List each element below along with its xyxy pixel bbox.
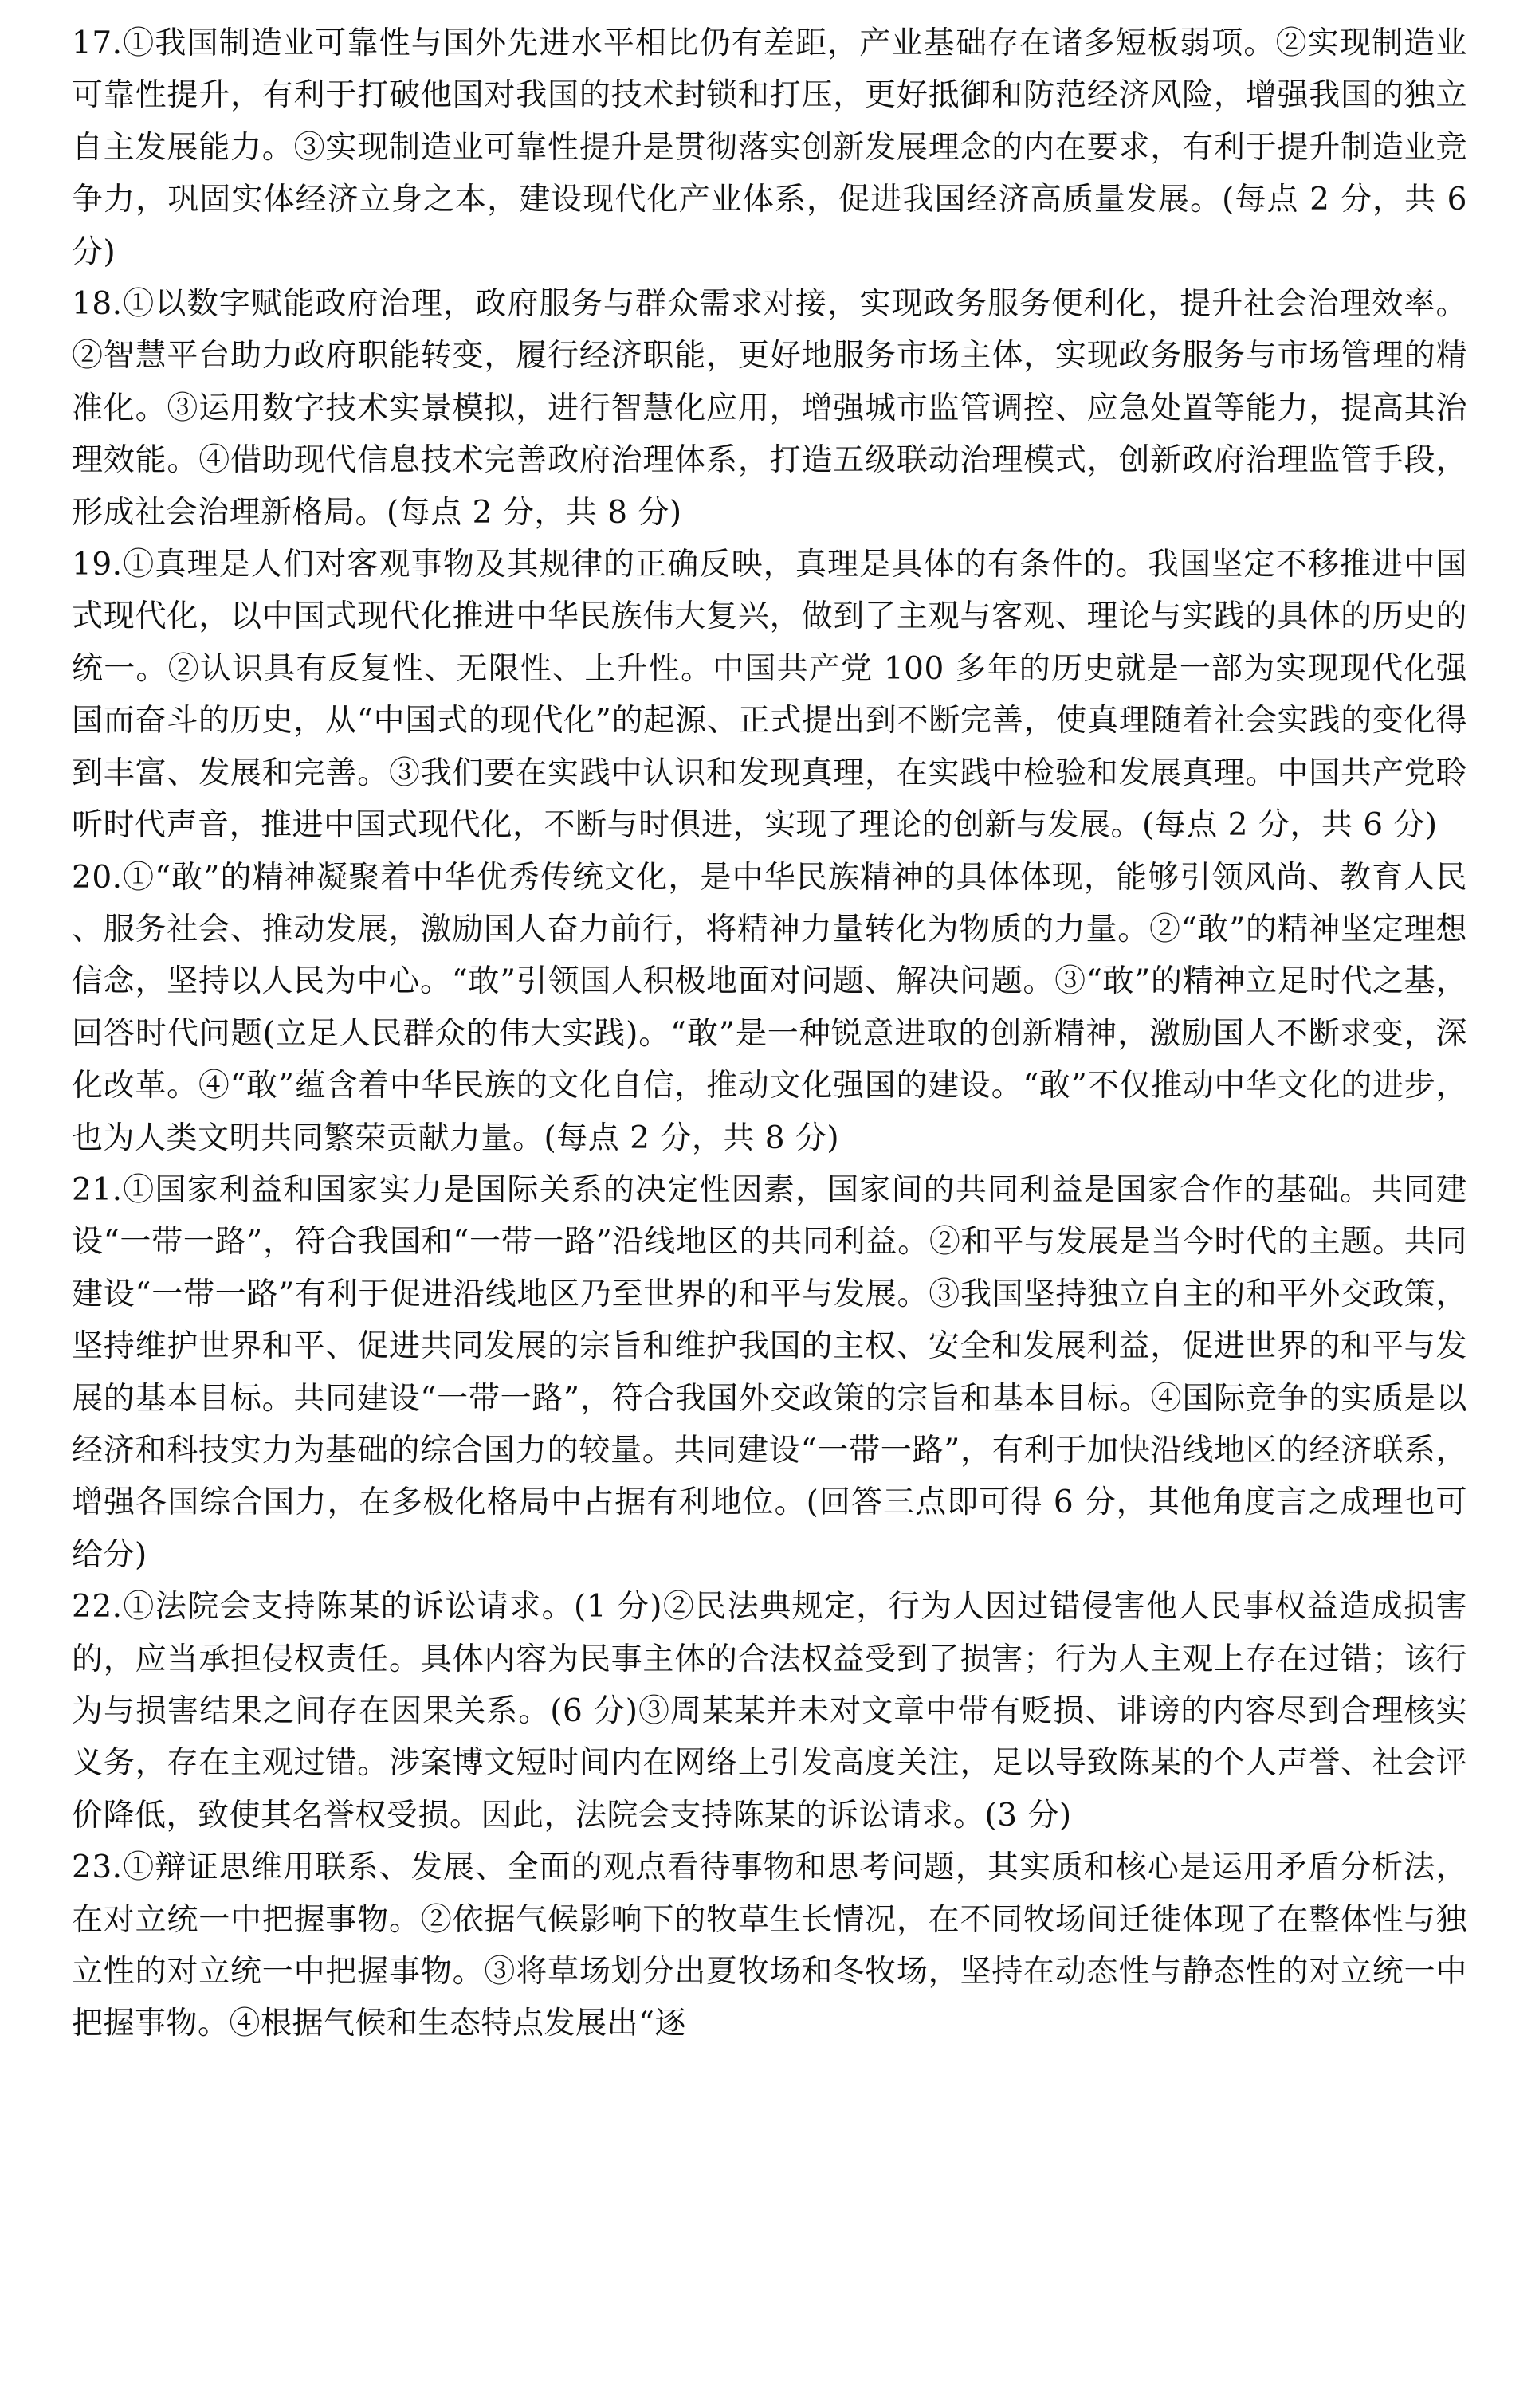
- question-number: 19.: [72, 547, 123, 583]
- question-number: 21.: [72, 1171, 123, 1208]
- answer-20: [72, 852, 1467, 1164]
- answer-text: ①我国制造业可靠性与国外先进水平相比仍有差距，产业基础存在诸多短板弱项。②实现制造业可靠性提升，有利于打破他国对我国的技术封锁和打压，更好抵御和防范经济风险，增强我国的独立自主发展能力。③实现制造业可靠性提升是贯彻落实创新发展理念的内在要求，有利于提升制造业竞争力，巩固实体经济立身之本，建设现代化产业体系，促进我国经济高质量发展。(每点 2 分，共 6 分): [72, 25, 1467, 270]
- answer-text: ①国家利益和国家实力是国际关系的决定性因素，国家间的共同利益是国家合作的基础。共同建设“一带一路”，符合我国和“一带一路”沿线地区的共同利益。②和平与发展是当今时代的主题。共同建设“一带一路”有利于促进沿线地区乃至世界的和平与发展。③我国坚持独立自主的和平外交政策，坚持维护世界和平、促进共同发展的宗旨和维护我国的主权、安全和发展利益，促进世界的和平与发展的基本目标。共同建设“一带一路”，符合我国外交政策的宗旨和基本目标。④国际竞争的实质是以经济和科技实力为基础的综合国力的较量。共同建设“一带一路”，有利于加快沿线地区的经济联系，增强各国综合国力，在多极化格局中占据有利地位。(回答三点即可得 6 分，其他角度言之成理也可给分): [72, 1171, 1467, 1573]
- question-number: 17.: [72, 25, 123, 61]
- question-number: 22.: [72, 1589, 123, 1626]
- answer-text: ①“敢”的精神凝聚着中华优秀传统文化，是中华民族精神的具体体现，能够引领风尚、教育人民、服务社会、推动发展，激励国人奋力前行，将精神力量转化为物质的力量。②“敢”的精神坚定理想信念，坚持以人民为中心。“敢”引领国人积极地面对问题、解决问题。③“敢”的精神立足时代之基，回答时代问题(立足人民群众的伟大实践)。“敢”是一种锐意进取的创新精神，激励国人不断求变，深化改革。④“敢”蕴含着中华民族的文化自信，推动文化强国的建设。“敢”不仅推动中华文化的进步，也为人类文明共同繁荣贡献力量。(每点 2 分，共 8 分): [72, 859, 1467, 1156]
- answer-text: ①法院会支持陈某的诉讼请求。(1 分)②民法典规定，行为人因过错侵害他人民事权益造成损害的，应当承担侵权责任。具体内容为民事主体的合法权益受到了损害；行为人主观上存在过错；该行为与损害结果之间存在因果关系。(6 分)③周某某并未对文章中带有贬损、诽谤的内容尽到合理核实义务，存在主观过错。涉案博文短时间内在网络上引发高度关注，足以导致陈某的个人声誉、社会评价降低，致使其名誉权受损。因此，法院会支持陈某的诉讼请求。(3 分): [72, 1589, 1467, 1833]
- answer-19: [72, 539, 1467, 851]
- question-number: 23.: [72, 1849, 123, 1886]
- answer-23: [72, 1841, 1467, 2050]
- answer-18: [72, 278, 1467, 539]
- answer-22: [72, 1581, 1467, 1841]
- answer-text: ①辩证思维用联系、发展、全面的观点看待事物和思考问题，其实质和核心是运用矛盾分析法，在对立统一中把握事物。②依据气候影响下的牧草生长情况，在不同牧场间迁徙体现了在整体性与独立性的对立统一中把握事物。③将草场划分出夏牧场和冬牧场，坚持在动态性与静态性的对立统一中把握事物。④根据气候和生态特点发展出“逐: [72, 1849, 1467, 2042]
- answer-text: ①以数字赋能政府治理，政府服务与群众需求对接，实现政务服务便利化，提升社会治理效率。②智慧平台助力政府职能转变，履行经济职能，更好地服务市场主体，实现政务服务与市场管理的精准化。③运用数字技术实景模拟，进行智慧化应用，增强城市监管调控、应急处置等能力，提高其治理效能。④借助现代信息技术完善政府治理体系，打造五级联动治理模式，创新政府治理监管手段，形成社会治理新格局。(每点 2 分，共 8 分): [72, 286, 1467, 531]
- question-number: 20.: [72, 859, 123, 896]
- question-number: 18.: [72, 286, 123, 323]
- answer-text: ①真理是人们对客观事物及其规律的正确反映，真理是具体的有条件的。我国坚定不移推进中国式现代化，以中国式现代化推进中华民族伟大复兴，做到了主观与客观、理论与实践的具体的历史的统一。②认识具有反复性、无限性、上升性。中国共产党 100 多年的历史就是一部为实现现代化强国而奋斗的历史，从“中国式的现代化”的起源、正式提出到不断完善，使真理随着社会实践的变化得到丰富、发展和完善。③我们要在实践中认识和发现真理，在实践中检验和发展真理。中国共产党聆听时代声音，推进中国式现代化，不断与时俱进，实现了理论的创新与发展。(每点 2 分，共 6 分): [72, 547, 1467, 844]
- answer-21: [72, 1164, 1467, 1581]
- answer-17: [72, 18, 1467, 278]
